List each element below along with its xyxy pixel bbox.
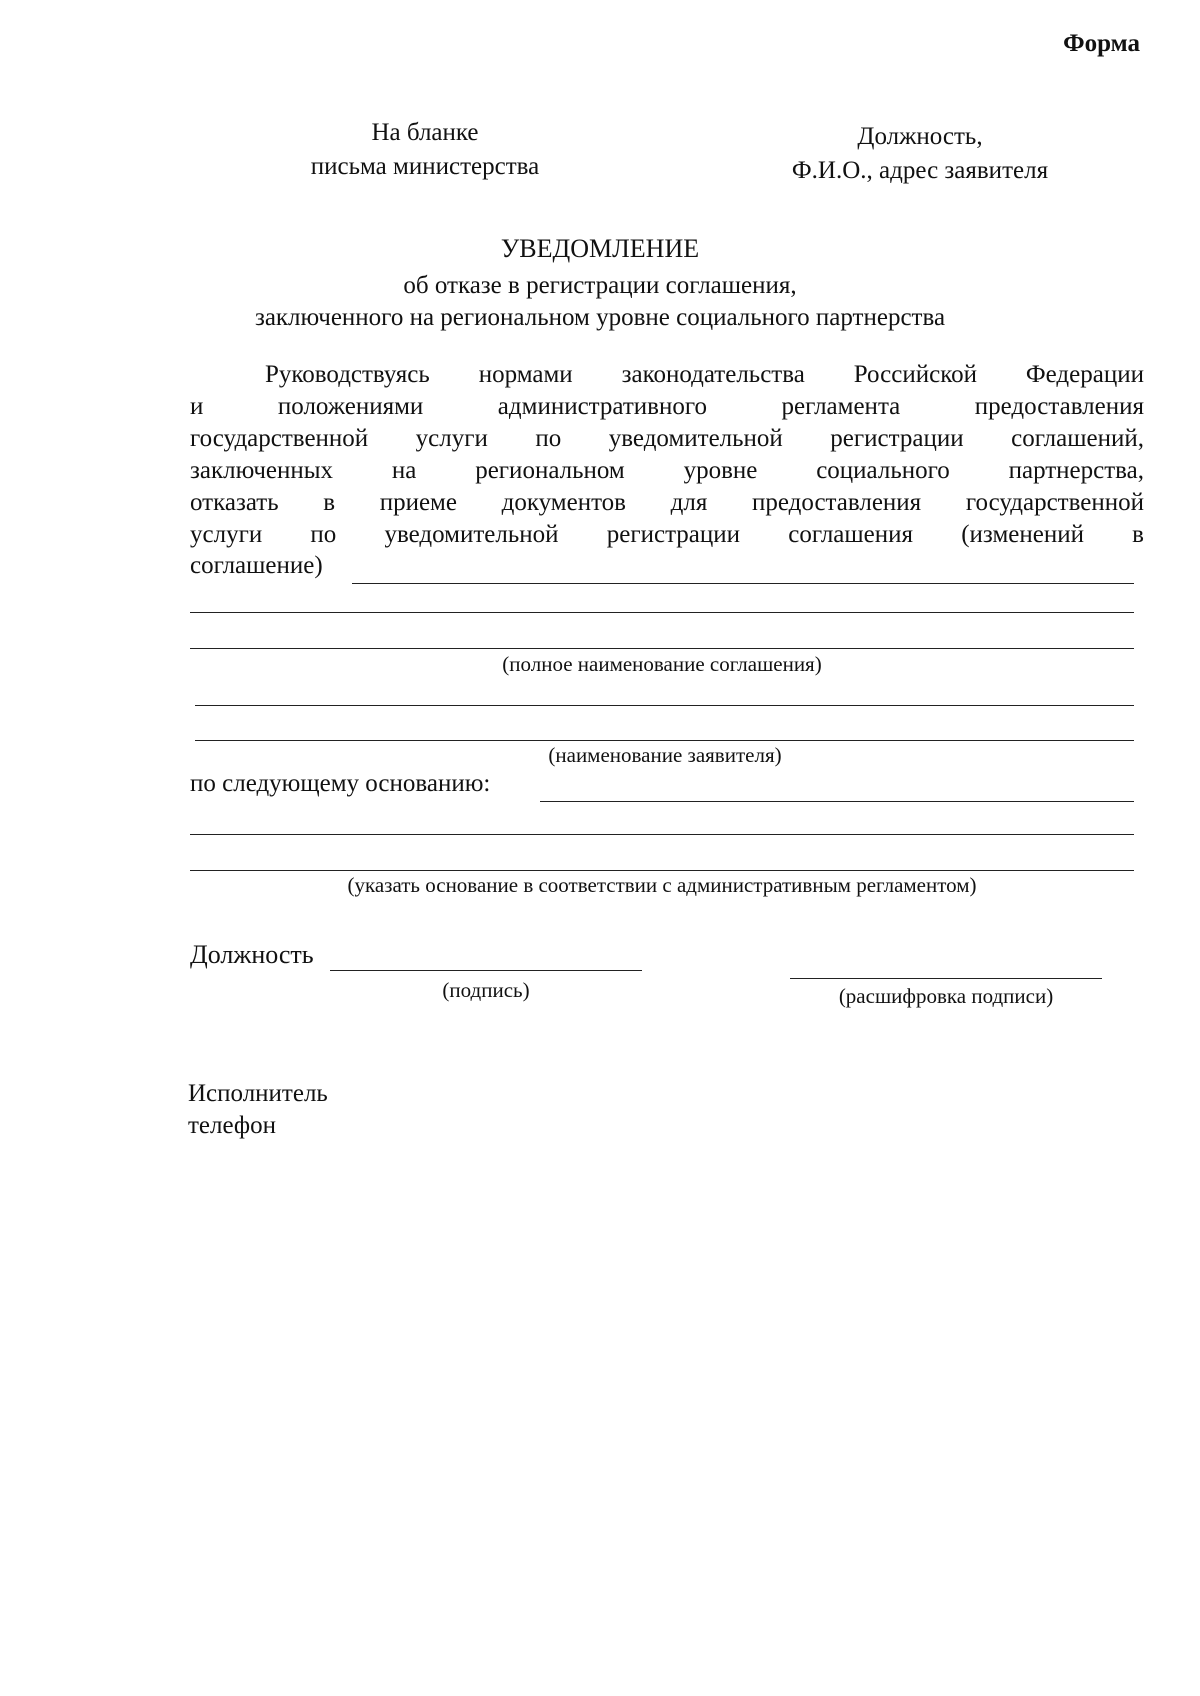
reason-caption: (указать основание в соответствии с административным регламентом) (347, 873, 977, 897)
body-line: Руководствуясь нормами законодательства Российской Федерации (265, 361, 1144, 388)
body-line: заключенных на региональном уровне социального партнерства, (190, 457, 1144, 484)
signature-decode-caption: (расшифровка подписи) (838, 984, 1054, 1008)
body-line: и положениями административного регламента предоставления (190, 393, 1144, 420)
position-label: Должность (190, 940, 314, 969)
phone-label: телефон (188, 1112, 276, 1139)
reason-label: по следующему основанию: (190, 770, 491, 797)
body-line: государственной услуги по уведомительной регистрации соглашений, (190, 425, 1144, 452)
letterhead-line: На бланке (371, 119, 479, 146)
reason-fill-line (540, 801, 1134, 802)
applicant-fill-line (195, 740, 1134, 741)
agreement-name-caption: (полное наименование соглашения) (502, 652, 822, 676)
addressee-line: Должность, (857, 123, 983, 150)
signature-decode-line (790, 978, 1102, 979)
agreement-label: соглашение) (190, 552, 323, 579)
body-line: отказать в приеме документов для предоставления государственной (190, 489, 1144, 516)
signature-caption: (подпись) (442, 978, 530, 1002)
letterhead-line: письма министерства (310, 153, 540, 180)
body-line: услуги по уведомительной регистрации соглашения (изменений в (190, 521, 1144, 548)
agreement-fill-line (352, 583, 1134, 584)
document-title: УВЕДОМЛЕНИЕ (500, 234, 700, 263)
letterhead-note (260, 116, 590, 184)
document-subtitle: об отказе в регистрации соглашения, (403, 272, 797, 299)
reason-fill-line (190, 870, 1134, 871)
agreement-fill-line (190, 612, 1134, 613)
applicant-name-caption: (наименование заявителя) (548, 743, 782, 767)
addressee-block (755, 120, 1085, 188)
signature-line (330, 970, 642, 971)
agreement-fill-line (190, 648, 1134, 649)
executor-label: Исполнитель (188, 1080, 328, 1107)
applicant-fill-line (195, 705, 1134, 706)
addressee-line: Ф.И.О., адрес заявителя (791, 157, 1049, 184)
reason-fill-line (190, 834, 1134, 835)
document-subtitle: заключенного на региональном уровне социального партнерства (254, 304, 946, 331)
form-label: Форма (1063, 30, 1140, 57)
